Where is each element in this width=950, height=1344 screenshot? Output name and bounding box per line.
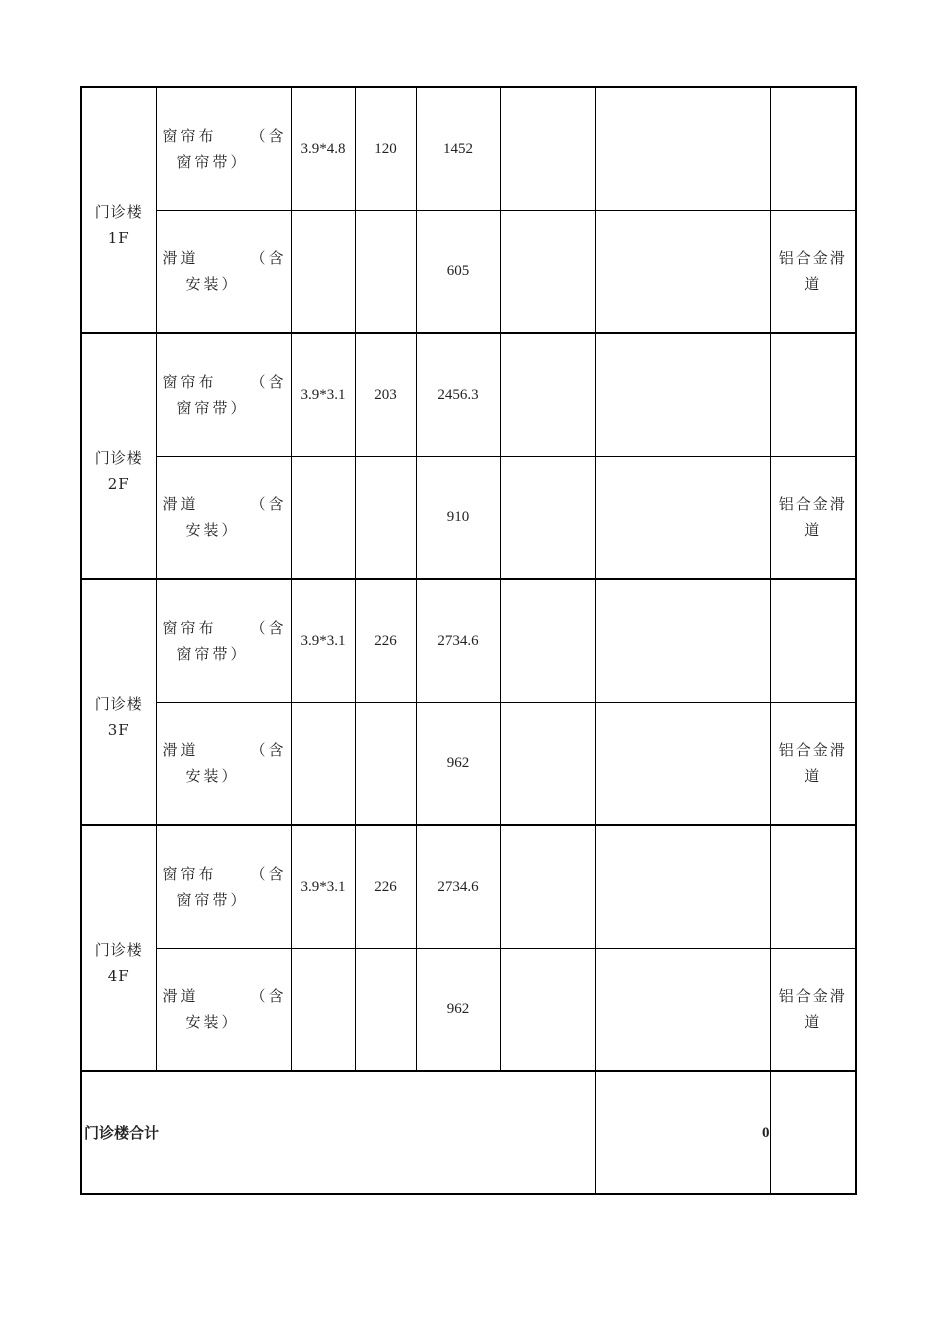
item-name: 滑道 (162, 249, 199, 268)
table-row (81, 333, 856, 456)
size-cell (291, 948, 355, 1071)
amount-cell: 962 (416, 948, 500, 1071)
item-name-note-open: （含 (250, 741, 287, 760)
table-row (81, 825, 856, 948)
item-name-note: 安装） (185, 1013, 240, 1032)
item-name-cell (156, 948, 291, 1071)
floor-building: 门诊楼 (94, 941, 143, 959)
size-cell: 3.9*4.8 (291, 87, 355, 210)
item-name-note-open: （含 (250, 495, 287, 514)
amount-cell: 2734.6 (416, 825, 500, 948)
qty-cell: 203 (355, 333, 416, 456)
item-name: 滑道 (162, 741, 199, 760)
empty-cell (500, 87, 595, 210)
item-name-cell (156, 702, 291, 825)
note-cell (770, 825, 856, 948)
item-name-note-open: （含 (250, 372, 287, 391)
item-name-cell (156, 333, 291, 456)
note-cell: 铝合金滑道 (770, 702, 856, 825)
empty-cell (595, 456, 770, 579)
amount-cell: 910 (416, 456, 500, 579)
qty-cell (355, 948, 416, 1071)
item-name-note: 窗帘带） (176, 644, 249, 663)
table-row (81, 579, 856, 702)
table-row (81, 948, 856, 1071)
table-row (81, 87, 856, 210)
empty-cell (770, 1071, 856, 1194)
size-cell: 3.9*3.1 (291, 825, 355, 948)
item-name-note: 安装） (185, 275, 240, 294)
empty-cell (595, 825, 770, 948)
item-name-cell (156, 579, 291, 702)
total-value: 0 (595, 1071, 770, 1194)
amount-cell: 2734.6 (416, 579, 500, 702)
item-name-note-open: （含 (250, 864, 287, 883)
empty-cell (595, 210, 770, 333)
empty-cell (500, 948, 595, 1071)
empty-cell (500, 333, 595, 456)
note-cell (770, 333, 856, 456)
item-name-note: 安装） (185, 767, 240, 786)
amount-cell: 605 (416, 210, 500, 333)
item-name-note: 窗帘带） (176, 398, 249, 417)
empty-cell (595, 948, 770, 1071)
item-name: 滑道 (162, 987, 199, 1006)
floor-building: 门诊楼 (94, 203, 143, 221)
item-name-cell (156, 87, 291, 210)
table-row (81, 702, 856, 825)
size-cell (291, 456, 355, 579)
note-cell: 铝合金滑道 (770, 210, 856, 333)
table-row (81, 456, 856, 579)
item-name-cell (156, 456, 291, 579)
empty-cell (500, 702, 595, 825)
empty-cell (595, 87, 770, 210)
item-name: 窗帘布 (162, 864, 217, 883)
total-row (81, 1071, 856, 1194)
floor-level: 3F (107, 721, 130, 739)
qty-cell (355, 702, 416, 825)
size-cell: 3.9*3.1 (291, 333, 355, 456)
floor-cell (81, 825, 156, 1071)
note-cell (770, 87, 856, 210)
size-cell (291, 210, 355, 333)
size-cell (291, 702, 355, 825)
empty-cell (500, 825, 595, 948)
item-name: 滑道 (162, 495, 199, 514)
total-label: 门诊楼合计 (81, 1071, 595, 1194)
item-name: 窗帘布 (162, 126, 217, 145)
empty-cell (595, 579, 770, 702)
table-row (81, 210, 856, 333)
floor-cell (81, 579, 156, 825)
item-name-note-open: （含 (250, 618, 287, 637)
empty-cell (500, 210, 595, 333)
quotation-table (80, 86, 857, 1195)
qty-cell: 226 (355, 579, 416, 702)
amount-cell: 1452 (416, 87, 500, 210)
table-body (81, 87, 856, 1194)
empty-cell (595, 333, 770, 456)
item-name-note: 安装） (185, 521, 240, 540)
floor-building: 门诊楼 (94, 695, 143, 713)
floor-level: 2F (107, 475, 130, 493)
item-name-cell (156, 825, 291, 948)
floor-cell (81, 87, 156, 333)
floor-cell (81, 333, 156, 579)
qty-cell: 120 (355, 87, 416, 210)
item-name-note-open: （含 (250, 249, 287, 268)
item-name-note: 窗帘带） (176, 890, 249, 909)
item-name: 窗帘布 (162, 618, 217, 637)
floor-building: 门诊楼 (94, 449, 143, 467)
item-name-cell (156, 210, 291, 333)
note-cell (770, 579, 856, 702)
size-cell: 3.9*3.1 (291, 579, 355, 702)
note-cell: 铝合金滑道 (770, 456, 856, 579)
floor-level: 4F (107, 967, 130, 985)
item-name-note: 窗帘带） (176, 152, 249, 171)
note-cell: 铝合金滑道 (770, 948, 856, 1071)
amount-cell: 2456.3 (416, 333, 500, 456)
qty-cell (355, 210, 416, 333)
empty-cell (500, 579, 595, 702)
item-name-note-open: （含 (250, 987, 287, 1006)
qty-cell (355, 456, 416, 579)
item-name: 窗帘布 (162, 372, 217, 391)
empty-cell (595, 702, 770, 825)
item-name-note-open: （含 (250, 126, 287, 145)
amount-cell: 962 (416, 702, 500, 825)
qty-cell: 226 (355, 825, 416, 948)
floor-level: 1F (107, 229, 130, 247)
empty-cell (500, 456, 595, 579)
